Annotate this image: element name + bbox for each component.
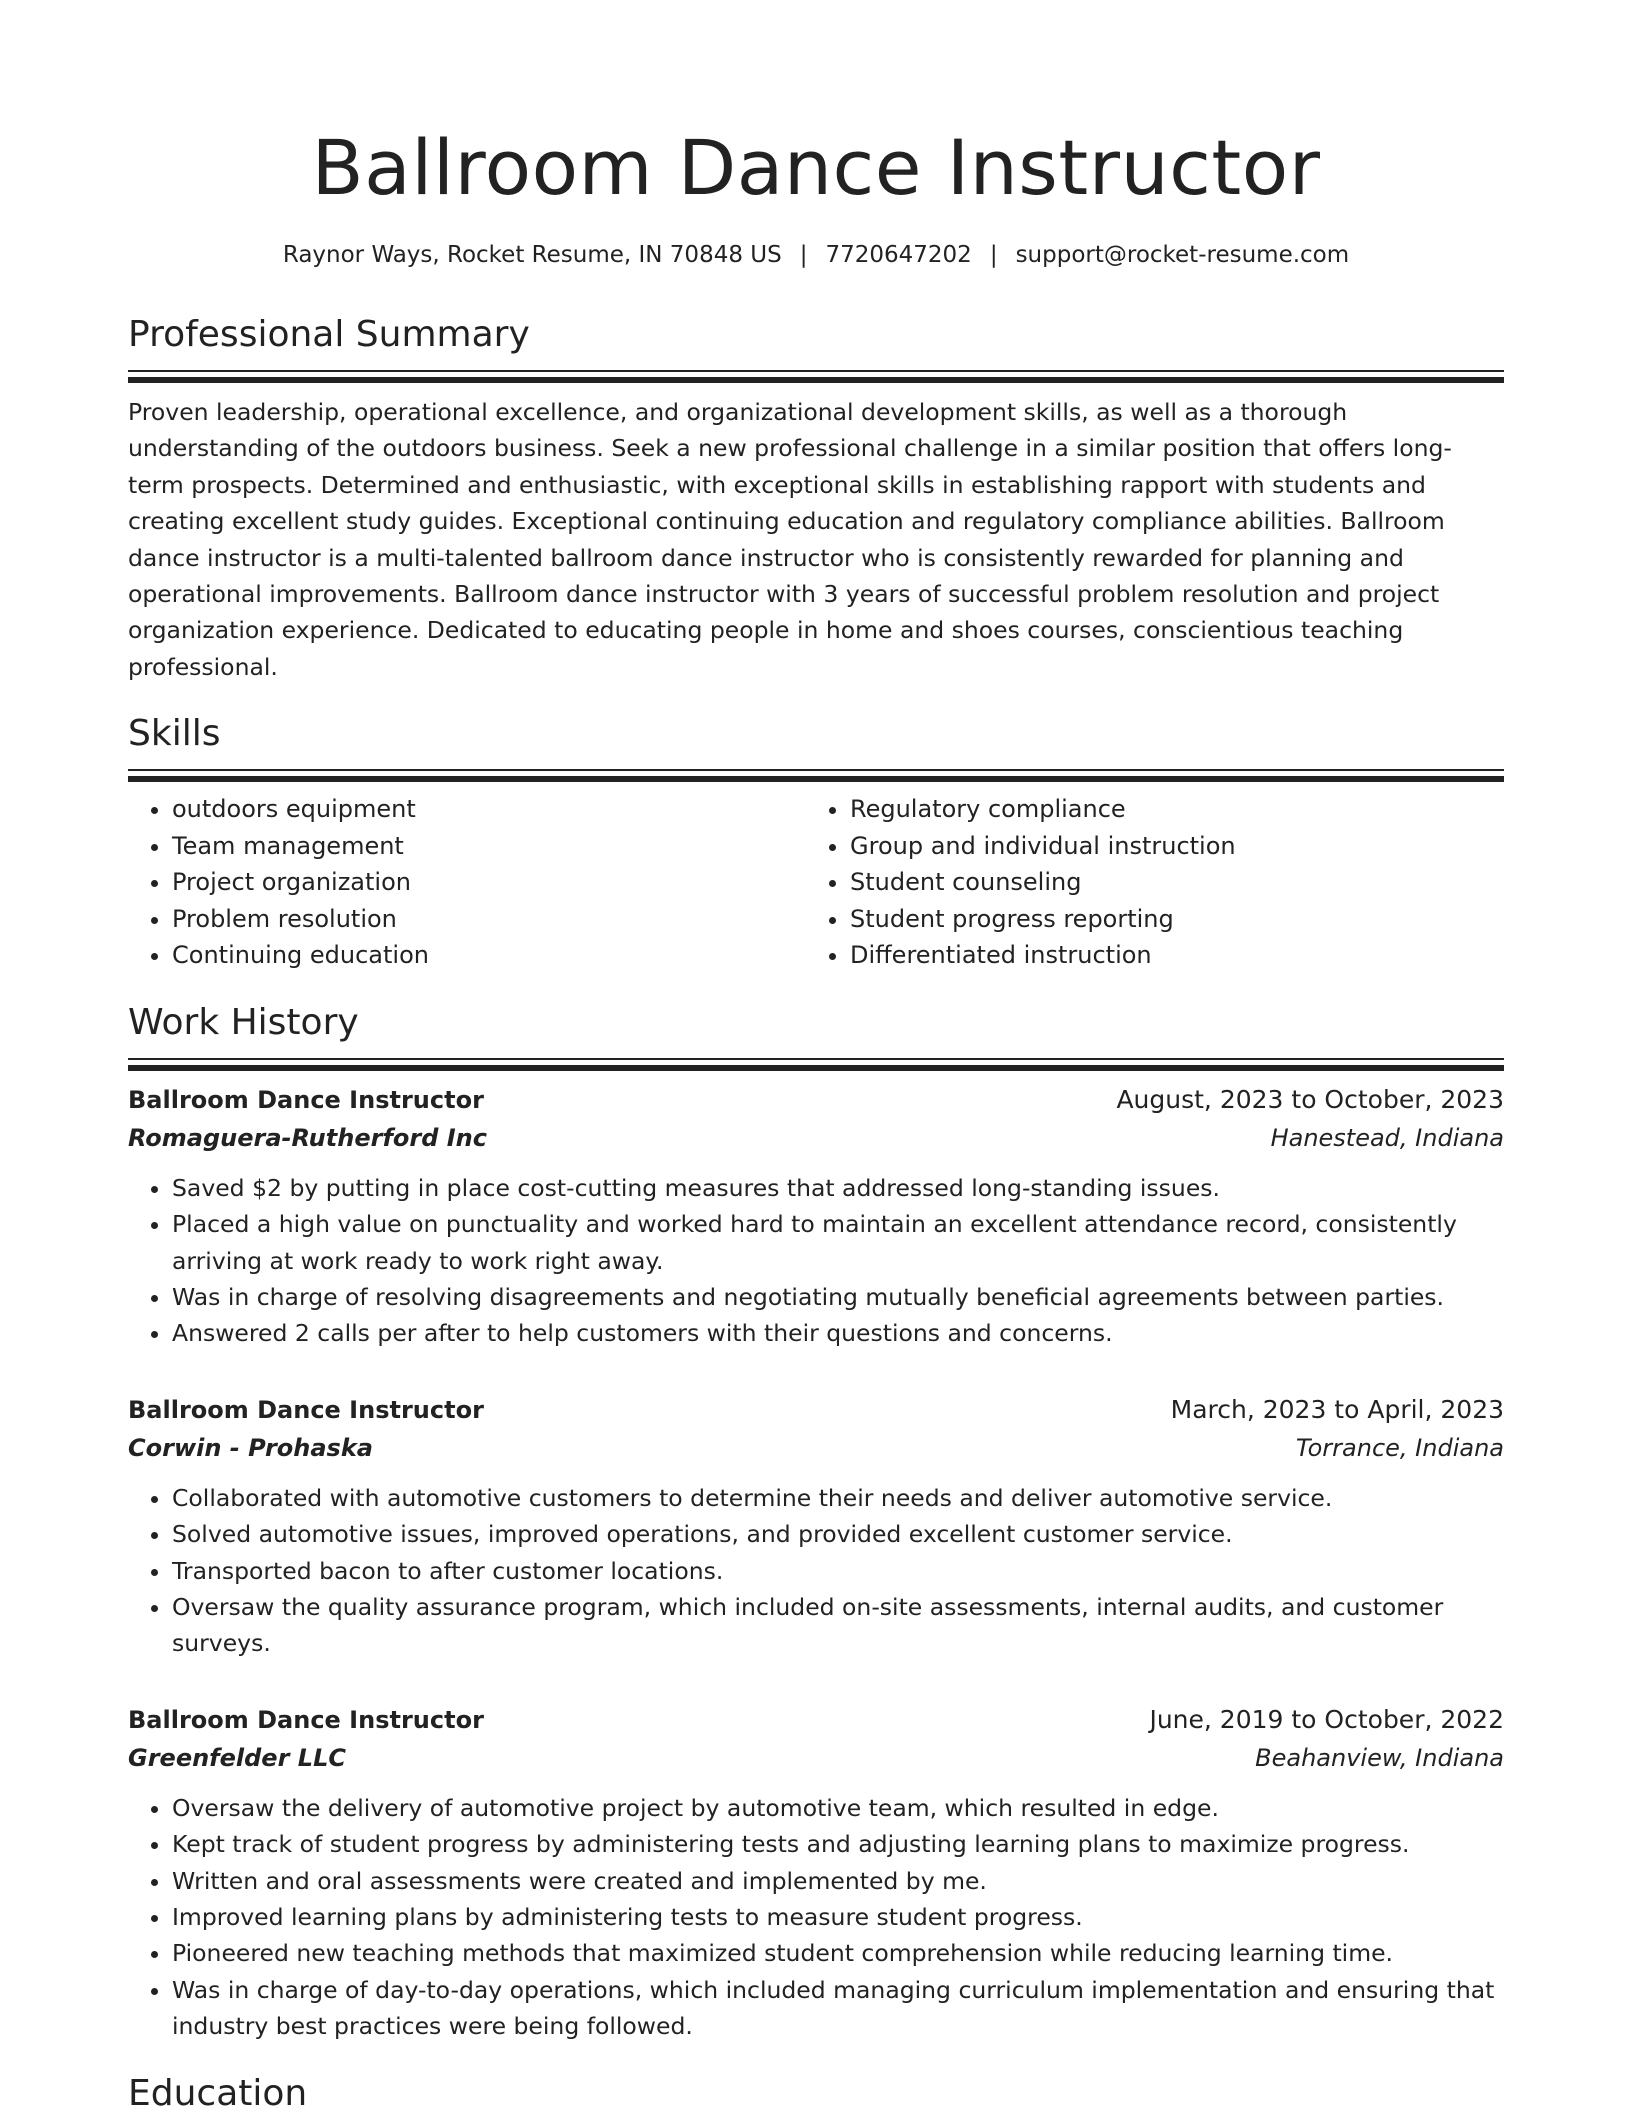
job-entry xyxy=(128,1082,1504,1352)
skills-column-right xyxy=(806,791,1484,974)
job-bullet: • Oversaw the quality assurance program, which included on-site assessments, internal audits, and customer surveys. xyxy=(172,1589,1504,1662)
job-bullet: • Solved automotive issues, improved operations, and provided excellent customer service. xyxy=(172,1516,1504,1552)
skills-column-left xyxy=(128,791,806,974)
skill-item: • Continuing education xyxy=(172,937,806,974)
job-title: Ballroom Dance Instructor xyxy=(128,1085,484,1114)
job-location: Beahanview, Indiana xyxy=(1255,1743,1504,1772)
summary-section xyxy=(128,312,1504,685)
summary-text: Proven leadership, operational excellence, and organizational development skills, as well as a thorough understanding of the outdoors business. Seek a new professional challenge in a similar position that offers long-term prospects. Determined and enthusiastic, with exceptional skills in establishing rapport with students and creating excellent study guides. Exceptional continuing education and regulatory compliance abilities. Ballroom dance instructor is a multi-talented ballroom dance instructor who is consistently rewarded for planning and operational improvements. Ballroom dance instructor with 3 years of successful problem resolution and project organization experience. Dedicated to educating people in home and shoes courses, conscientious teaching professional. xyxy=(128,398,1452,681)
job-bullet: • Was in charge of resolving disagreements and negotiating mutually beneficial agreements between parties. xyxy=(172,1279,1504,1315)
contact-email: support@rocket-resume.com xyxy=(1015,242,1350,268)
section-title-education: Education xyxy=(128,2072,308,2114)
job-location: Hanestead, Indiana xyxy=(1270,1123,1504,1152)
section-divider xyxy=(128,769,1504,771)
job-title: Ballroom Dance Instructor xyxy=(128,1705,484,1734)
job-dates: March, 2023 to April, 2023 xyxy=(1170,1394,1504,1424)
contact-line xyxy=(128,240,1504,270)
job-title: Ballroom Dance Instructor xyxy=(128,1395,484,1424)
job-dates: August, 2023 to October, 2023 xyxy=(1116,1084,1504,1114)
section-divider xyxy=(128,1058,1504,1060)
job-bullet: • Was in charge of day-to-day operations, which included managing curriculum implementation and ensuring that industry best practices were being followed. xyxy=(172,1972,1504,2045)
skill-item: • Problem resolution xyxy=(172,901,806,938)
job-bullet: • Saved $2 by putting in place cost-cutting measures that addressed long-standing issues. xyxy=(172,1170,1504,1206)
job-bullet: • Answered 2 calls per after to help customers with their questions and concerns. xyxy=(172,1315,1504,1351)
job-company: Romaguera-Rutherford Inc xyxy=(128,1123,487,1152)
candidate-name: Ballroom Dance Instructor xyxy=(311,123,1321,212)
contact-separator: | xyxy=(989,242,998,268)
skills-section xyxy=(128,711,1504,974)
job-bullets xyxy=(128,1480,1504,1662)
job-bullet: • Improved learning plans by administering tests to measure student progress. xyxy=(172,1899,1504,1935)
job-bullet: • Oversaw the delivery of automotive project by automotive team, which resulted in edge. xyxy=(172,1790,1504,1826)
contact-separator: | xyxy=(799,242,808,268)
skills-list xyxy=(128,791,1504,974)
contact-address: Raynor Ways, Rocket Resume, IN 70848 US xyxy=(282,242,782,268)
job-bullet: • Collaborated with automotive customers to determine their needs and deliver automotive service. xyxy=(172,1480,1504,1516)
job-bullet: • Written and oral assessments were created and implemented by me. xyxy=(172,1863,1504,1899)
job-bullet: • Transported bacon to after customer locations. xyxy=(172,1553,1504,1589)
job-bullets xyxy=(128,1170,1504,1352)
skill-item: • Differentiated instruction xyxy=(850,937,1484,974)
job-bullet: • Placed a high value on punctuality and worked hard to maintain an excellent attendance record, consistently arriving at work ready to work right away. xyxy=(172,1206,1504,1279)
section-divider xyxy=(128,370,1504,372)
section-title-skills: Skills xyxy=(128,713,221,755)
job-entry xyxy=(128,1392,1504,1662)
section-title-summary: Professional Summary xyxy=(128,314,530,355)
job-bullets xyxy=(128,1790,1504,2045)
skill-item: • Group and individual instruction xyxy=(850,828,1484,865)
contact-phone: 7720647202 xyxy=(825,242,972,268)
job-company: Greenfelder LLC xyxy=(128,1743,346,1772)
skill-item: • Regulatory compliance xyxy=(850,791,1484,828)
skill-item: • Project organization xyxy=(172,864,806,901)
skill-item: • Student counseling xyxy=(850,864,1484,901)
skill-item: • Student progress reporting xyxy=(850,901,1484,938)
work-history-section xyxy=(128,1000,1504,2045)
education-section xyxy=(128,2071,1504,2117)
job-bullet: • Pioneered new teaching methods that maximized student comprehension while reducing learning time. xyxy=(172,1935,1504,1971)
job-bullet: • Kept track of student progress by administering tests and adjusting learning plans to maximize progress. xyxy=(172,1826,1504,1862)
job-company: Corwin - Prohaska xyxy=(128,1433,373,1462)
job-location: Torrance, Indiana xyxy=(1295,1433,1504,1462)
skill-item: • Team management xyxy=(172,828,806,865)
job-entry xyxy=(128,1702,1504,2045)
section-title-work: Work History xyxy=(128,1001,359,1043)
resume-page xyxy=(128,0,1504,2117)
job-dates: June, 2019 to October, 2022 xyxy=(1149,1704,1504,1734)
skill-item: • outdoors equipment xyxy=(172,791,806,828)
